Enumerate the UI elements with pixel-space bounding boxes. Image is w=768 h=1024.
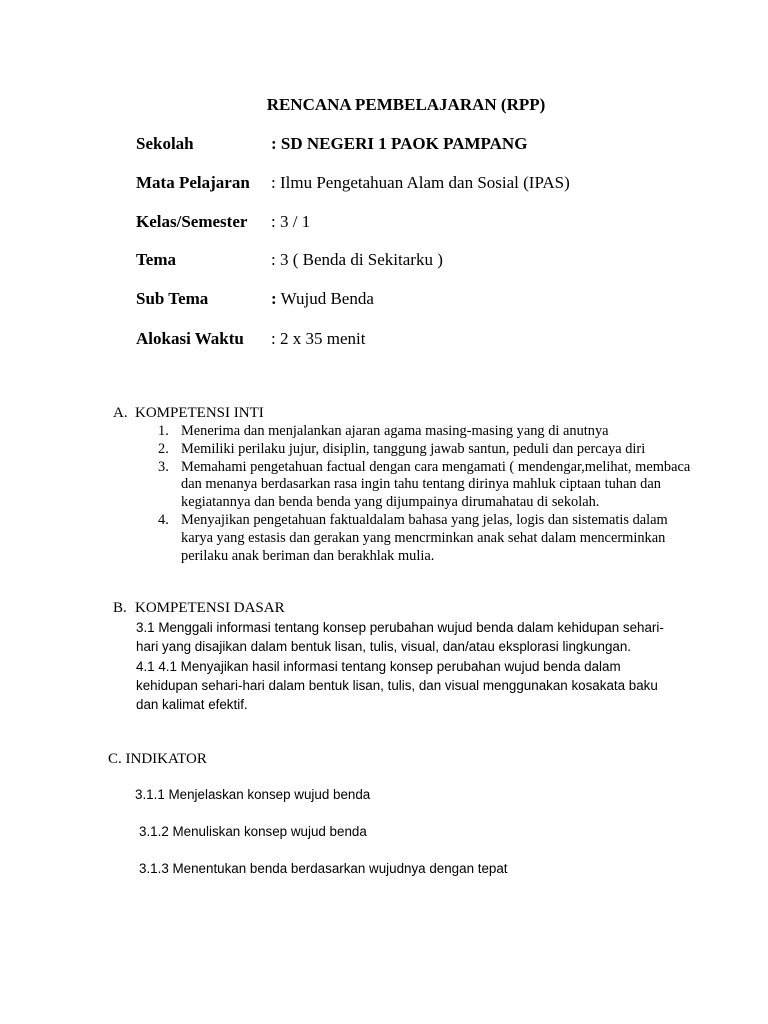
kd-paragraph: 3.1 Menggali informasi tentang konsep perubahan wujud benda dalam kehidupan sehari-hari yang disajikan dalam bentuk lisan, tulis, visual, dan/atau eksplorasi lingkungan.	[136, 620, 664, 655]
section-heading-kompetensi-inti: KOMPETENSI INTI	[135, 405, 264, 421]
list-item: 1. Menerima dan menjalankan ajaran agama masing-masing yang di anutnya	[158, 423, 609, 439]
kd-paragraph: 4.1 4.1 Menyajikan hasil informasi tentang konsep perubahan wujud benda dalam kehidupan sehari-hari dalam bentuk lisan, tulis, dan visual menggunakan kosakata baku dan kalimat efektif.	[136, 658, 658, 713]
value-sekolah: : SD NEGERI 1 PAOK PAMPANG	[271, 134, 528, 153]
label-alokasi-waktu: Alokasi Waktu	[136, 329, 244, 348]
list-item: 2. Memiliki perilaku jujur, disiplin, tanggung jawab santun, peduli dan percaya diri	[158, 440, 646, 457]
indikator-item: 3.1.3 Menentukan benda berdasarkan wujudnya dengan tepat	[139, 861, 508, 876]
list-item: 4. Menyajikan pengetahuan faktualdalam bahasa yang jelas, logis dan sistematis dalam karya yang estasis dan gerakan yang mencrminkan anak sehat dalam mencerminkan perilaku anak beriman dan berakhlak mulia.	[158, 511, 668, 564]
value-tema: : 3 ( Benda di Sekitarku )	[271, 250, 443, 269]
label-sekolah: Sekolah	[136, 134, 194, 153]
indikator-item: 3.1.2 Menuliskan konsep wujud benda	[139, 824, 367, 839]
section-heading-kompetensi-dasar: KOMPETENSI DASAR	[135, 600, 285, 616]
value-mata-pelajaran: : Ilmu Pengetahuan Alam dan Sosial (IPAS)	[271, 173, 570, 192]
label-tema: Tema	[136, 250, 176, 269]
section-marker-b: B.	[113, 600, 127, 616]
document-title: RENCANA PEMBELAJARAN (RPP)	[266, 95, 546, 114]
label-sub-tema: Sub Tema	[136, 289, 209, 308]
kompetensi-dasar-text	[136, 618, 681, 714]
kompetensi-inti-list	[158, 423, 698, 565]
value-alokasi-waktu: : 2 x 35 menit	[271, 329, 366, 348]
value-kelas-semester: : 3 / 1	[271, 212, 311, 231]
section-marker-a: A.	[113, 405, 128, 421]
section-heading-indikator: C. INDIKATOR	[108, 751, 207, 767]
label-mata-pelajaran: Mata Pelajaran	[136, 173, 250, 192]
label-kelas-semester: Kelas/Semester	[136, 212, 248, 231]
indikator-item: 3.1.1 Menjelaskan konsep wujud benda	[135, 787, 371, 802]
list-item: 3. Memahami pengetahuan factual dengan cara mengamati ( mendengar,melihat, membaca dan menanya berdasarkan rasa ingin tahu tentang dirinya mahluk ciptaan tuhan dan kegiatannya dan benda benda yang dijumpainya dirumahatau di sekolah.	[158, 458, 691, 511]
value-sub-tema: : Wujud Benda	[271, 289, 374, 308]
